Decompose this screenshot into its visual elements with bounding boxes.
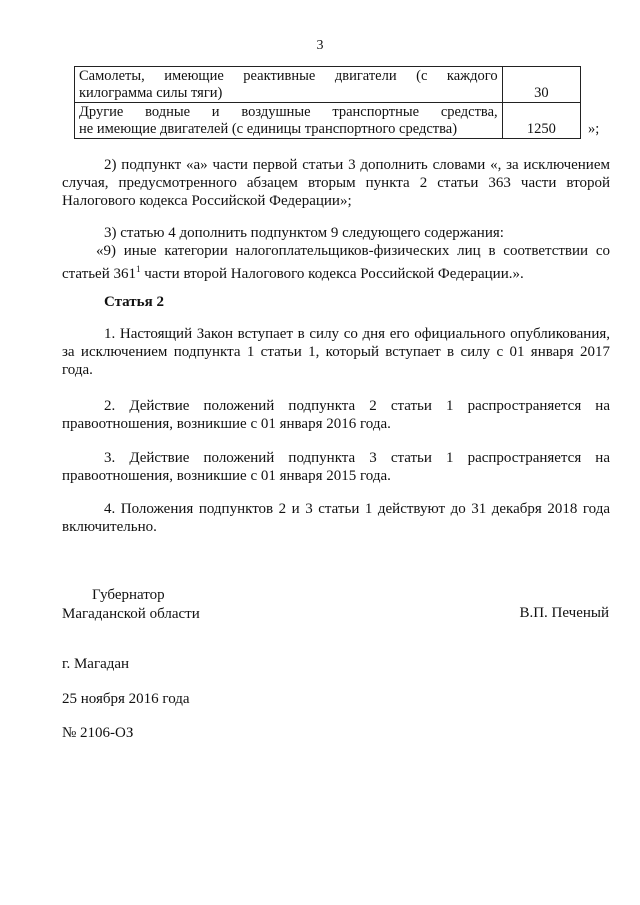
paragraph-subpoint-3 [62, 224, 610, 283]
signatory-title [62, 586, 200, 624]
signatory-title-line2: Магаданской области [62, 606, 200, 622]
table-cell-description [75, 103, 503, 139]
table-cell-value: 30 [502, 67, 580, 103]
page-number: 3 [316, 38, 324, 53]
row-1-desc-line2: килограмма силы тяги) [79, 85, 223, 101]
row-2-desc-line2: не имеющие двигателей (с единицы транспортного средства) [79, 121, 458, 137]
signatory-title-line1: Губернатор [92, 587, 165, 603]
paragraph-subpoint-2: 2) подпункт «а» части первой статьи 3 дополнить словами «, за исключением случая, предусмотренного абзацем вторым пункта 2 статьи 363 части второй Налогового кодекса Российской Федерации»; [62, 157, 610, 209]
tax-rates-table [74, 66, 581, 139]
table-cell-value: 1250 [502, 103, 580, 139]
paragraph-subpoint-3-quote [62, 242, 610, 283]
date: 25 ноября 2016 года [62, 691, 190, 707]
row-2-desc-line1: Другие водные и воздушные транспортные средства, [79, 104, 498, 120]
table-row [75, 67, 581, 103]
article-2-point-3: 3. Действие положений подпункта 3 статьи 1 распространяется на правоотношения, возникшие с 01 января 2015 года. [62, 450, 610, 484]
quote-text-b: части второй Налогового кодекса Российской Федерации.». [140, 266, 524, 282]
paragraph-subpoint-3-intro: 3) статью 4 дополнить подпунктом 9 следующего содержания: [104, 225, 504, 241]
quote-text-a: «9) иные категории налогоплательщиков-физических лиц в соответствии со статьей 361 [62, 243, 610, 282]
superscript: 1 [136, 264, 141, 274]
article-2-point-2: 2. Действие положений подпункта 2 статьи 1 распространяется на правоотношения, возникшие с 01 января 2016 года. [62, 398, 610, 432]
law-number: № 2106-ОЗ [62, 725, 134, 741]
article-heading: Статья 2 [104, 294, 164, 310]
signatory-name: В.П. Печеный [519, 605, 609, 621]
article-2-point-1: 1. Настоящий Закон вступает в силу со дня его официального опубликования, за исключением подпункта 1 статьи 1, который вступает в силу с 01 января 2017 года. [62, 326, 610, 378]
city: г. Магадан [62, 656, 130, 672]
article-2-point-4: 4. Положения подпунктов 2 и 3 статьи 1 действуют до 31 декабря 2018 года включительно. [62, 501, 610, 535]
row-1-desc-line1: Самолеты, имеющие реактивные двигатели (с каждого [79, 68, 498, 84]
table-cell-description [75, 67, 503, 103]
closing-quote: »; [588, 121, 600, 137]
table-row [75, 103, 581, 139]
